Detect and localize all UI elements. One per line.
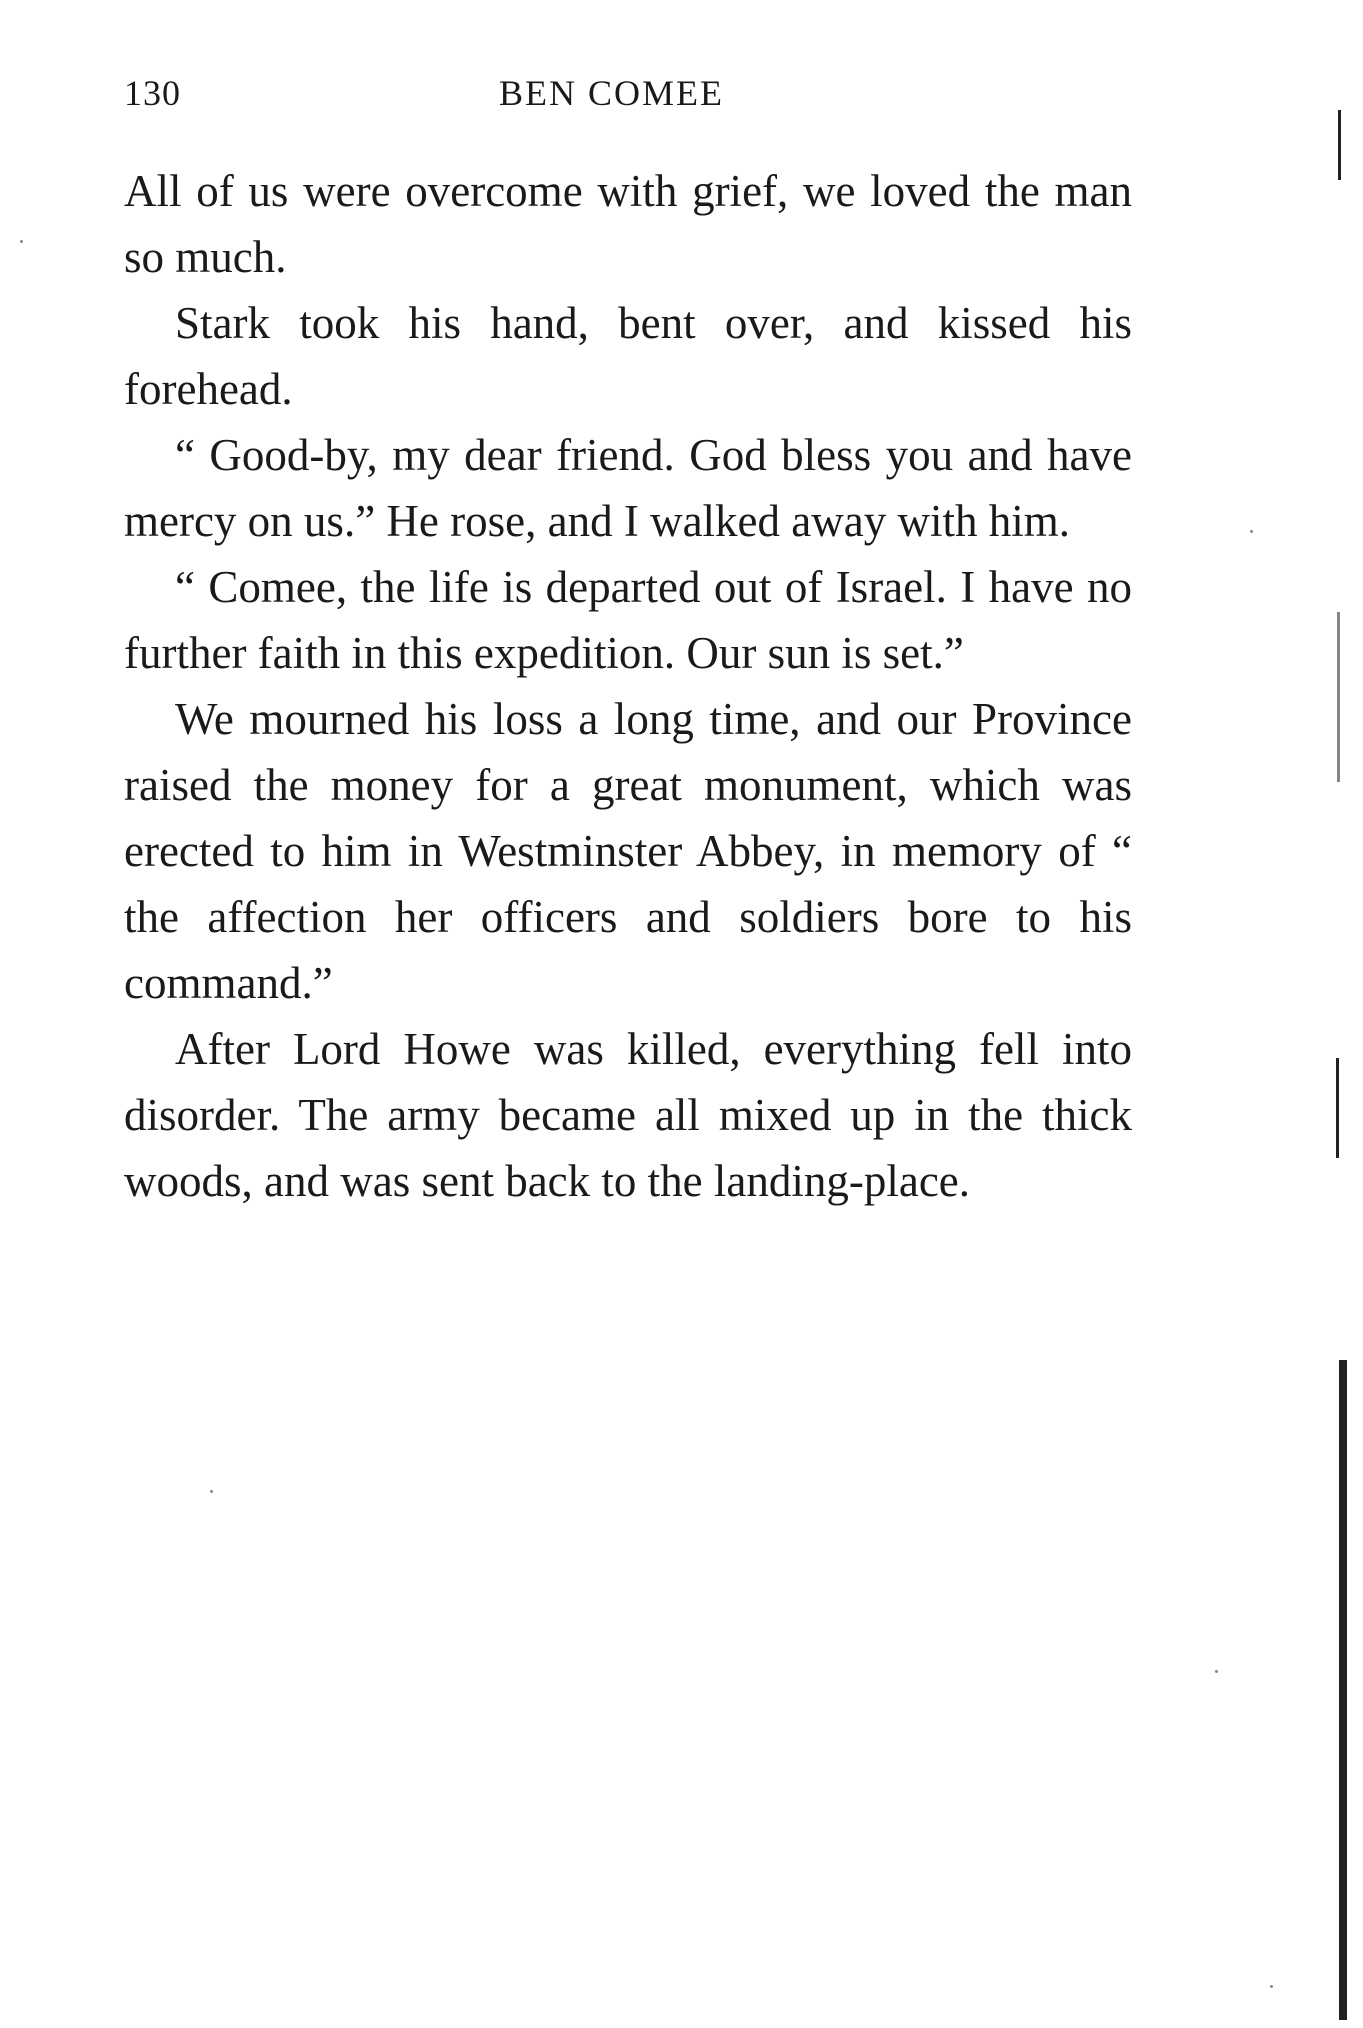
scan-speck bbox=[1250, 530, 1253, 533]
scan-speck bbox=[210, 1490, 213, 1493]
paragraph: After Lord Howe was killed, everything fell into disorder. The army became all mixed up in the thick woods, and was sent back to the landing-place. bbox=[124, 1024, 1132, 1206]
scan-edge-mark bbox=[1338, 110, 1341, 180]
scan-speck bbox=[20, 240, 23, 243]
paragraph: All of us were overcome with grief, we loved the man so much. bbox=[124, 166, 1132, 282]
scan-edge-mark bbox=[1336, 1058, 1339, 1158]
page-header bbox=[124, 72, 1134, 120]
scan-speck bbox=[1270, 1985, 1273, 1988]
running-head: BEN COMEE bbox=[499, 73, 724, 113]
scan-edge-mark bbox=[1339, 1360, 1347, 2020]
paragraph: We mourned his loss a long time, and our Province raised the money for a great monument, which was erected to him in Westminster Abbey, in memory of “ the affection her officers and soldiers bore to his command.” bbox=[124, 694, 1132, 1008]
paragraph: “ Comee, the life is departed out of Israel. I have no further faith in this expedition. Our sun is set.” bbox=[124, 562, 1132, 678]
paragraph: Stark took his hand, bent over, and kissed his forehead. bbox=[124, 298, 1132, 414]
paragraph: “ Good-by, my dear friend. God bless you and have mercy on us.” He rose, and I walked away with him. bbox=[124, 430, 1132, 546]
scan-edge-mark bbox=[1337, 612, 1340, 782]
body-text bbox=[124, 158, 1132, 1214]
scan-speck bbox=[1215, 1670, 1218, 1673]
page-number: 130 bbox=[124, 73, 181, 113]
